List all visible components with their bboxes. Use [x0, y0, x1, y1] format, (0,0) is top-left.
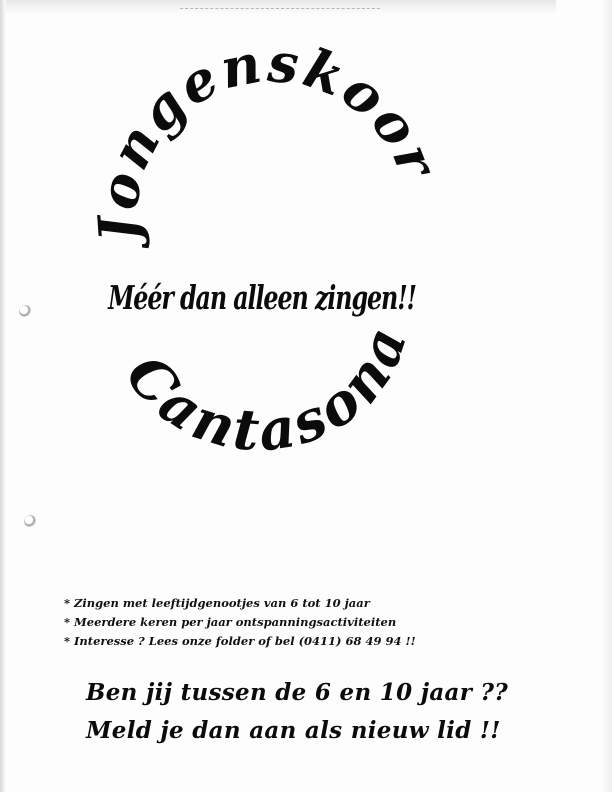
feature-item: * Zingen met leeftijdgenootjes van 6 tot 10 jaar [64, 596, 370, 610]
title-top-path: Jongenskoor [85, 30, 452, 245]
feature-list [64, 594, 416, 651]
feature-item: * Interesse ? Lees onze folder of bel (0411) 68 49 94 !! [64, 634, 416, 648]
callout [86, 674, 508, 750]
title-bottom-path: Cantasona [112, 315, 422, 465]
title-top-text [85, 30, 451, 253]
callout-line: Ben jij tussen de 6 en 10 jaar ?? [86, 679, 509, 706]
title-bottom-text [113, 316, 422, 465]
callout-line: Meld je dan aan als nieuw lid !! [86, 717, 501, 744]
slogan: Méér dan alleen zingen!! [108, 278, 416, 317]
feature-item: * Meerdere keren per jaar ontspanningsactiviteiten [64, 615, 397, 629]
